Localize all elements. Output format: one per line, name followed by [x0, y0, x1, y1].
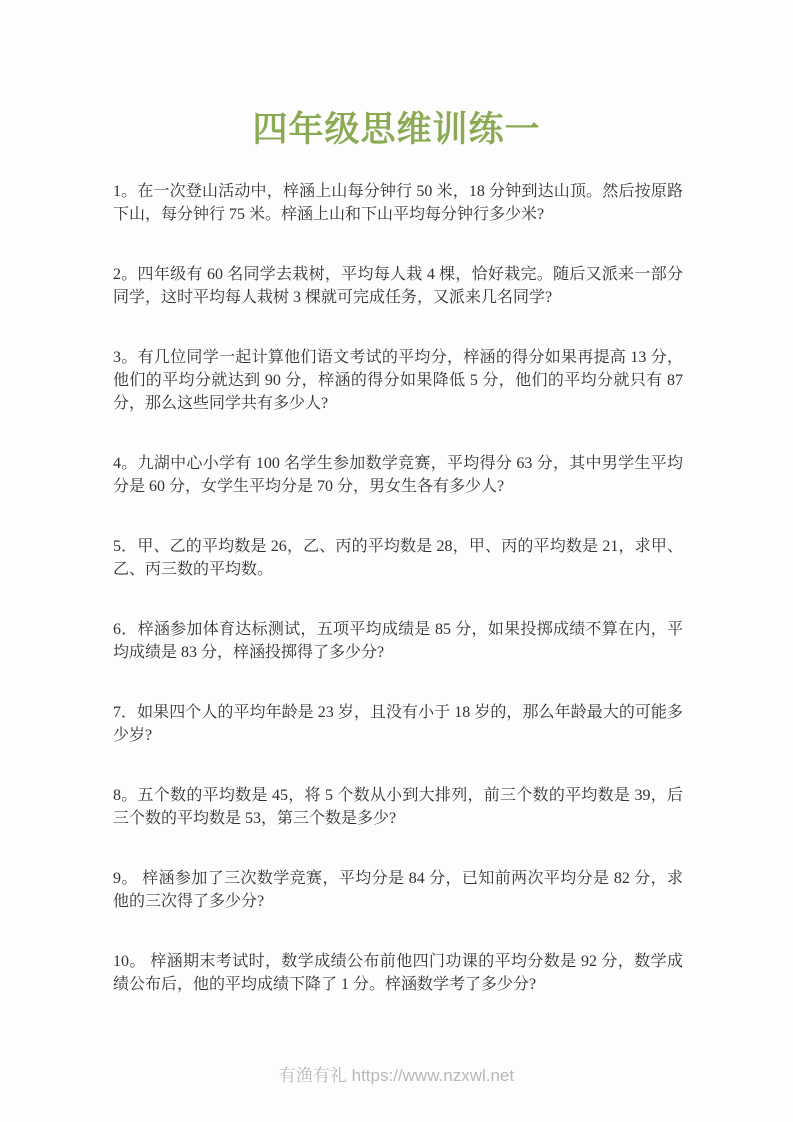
footer-url: https://www.nzxwl.net [351, 1066, 515, 1085]
problem-7: 7．如果四个人的平均年龄是 23 岁，且没有小于 18 岁的，那么年龄最大的可能多少岁? [113, 704, 683, 744]
problem-2: 2。四年级有 60 名同学去栽树，平均每人栽 4 棵，恰好栽完。随后又派来一部分同学，这时平均每人栽树 3 棵就可完成任务，又派来几名同学? [113, 266, 683, 306]
footer [0, 1066, 793, 1086]
page-title: 四年级思维训练一 [252, 110, 541, 149]
problem-10: 10。 梓涵期末考试时，数学成绩公布前他四门功课的平均分数是 92 分，数学成绩公布后，他的平均成绩下降了 1 分。梓涵数学考了多少分? [113, 953, 683, 993]
problem-6: 6．梓涵参加体育达标测试，五项平均成绩是 85 分，如果投掷成绩不算在内，平均成绩是 83 分，梓涵投掷得了多少分? [113, 621, 683, 661]
problem-5: 5．甲、乙的平均数是 26，乙、丙的平均数是 28，甲、丙的平均数是 21，求甲、乙、丙三数的平均数。 [113, 538, 683, 578]
problem-list [0, 180, 793, 996]
problem-8: 8。五个数的平均数是 45，将 5 个数从小到大排列，前三个数的平均数是 39，后三个数的平均数是 53，第三个数是多少? [113, 787, 683, 827]
problem-3: 3。有几位同学一起计算他们语文考试的平均分，梓涵的得分如果再提高 13 分，他们的平均分就达到 90 分，梓涵的得分如果降低 5 分，他们的平均分就只有 87 分，那么这些同学共有多少人? [113, 349, 683, 412]
problem-4: 4。九湖中心小学有 100 名学生参加数学竞赛，平均得分 63 分，其中男学生平均分是 60 分，女学生平均分是 70 分，男女生各有多少人? [113, 455, 683, 495]
footer-site-name: 有渔有礼 [278, 1066, 347, 1085]
problem-9: 9。 梓涵参加了三次数学竞赛，平均分是 84 分，已知前两次平均分是 82 分，求他的三次得了多少分? [113, 870, 683, 910]
problem-1: 1。在一次登山活动中，梓涵上山每分钟行 50 米，18 分钟到达山顶。然后按原路下山，每分钟行 75 米。梓涵上山和下山平均每分钟行多少米? [113, 183, 683, 223]
